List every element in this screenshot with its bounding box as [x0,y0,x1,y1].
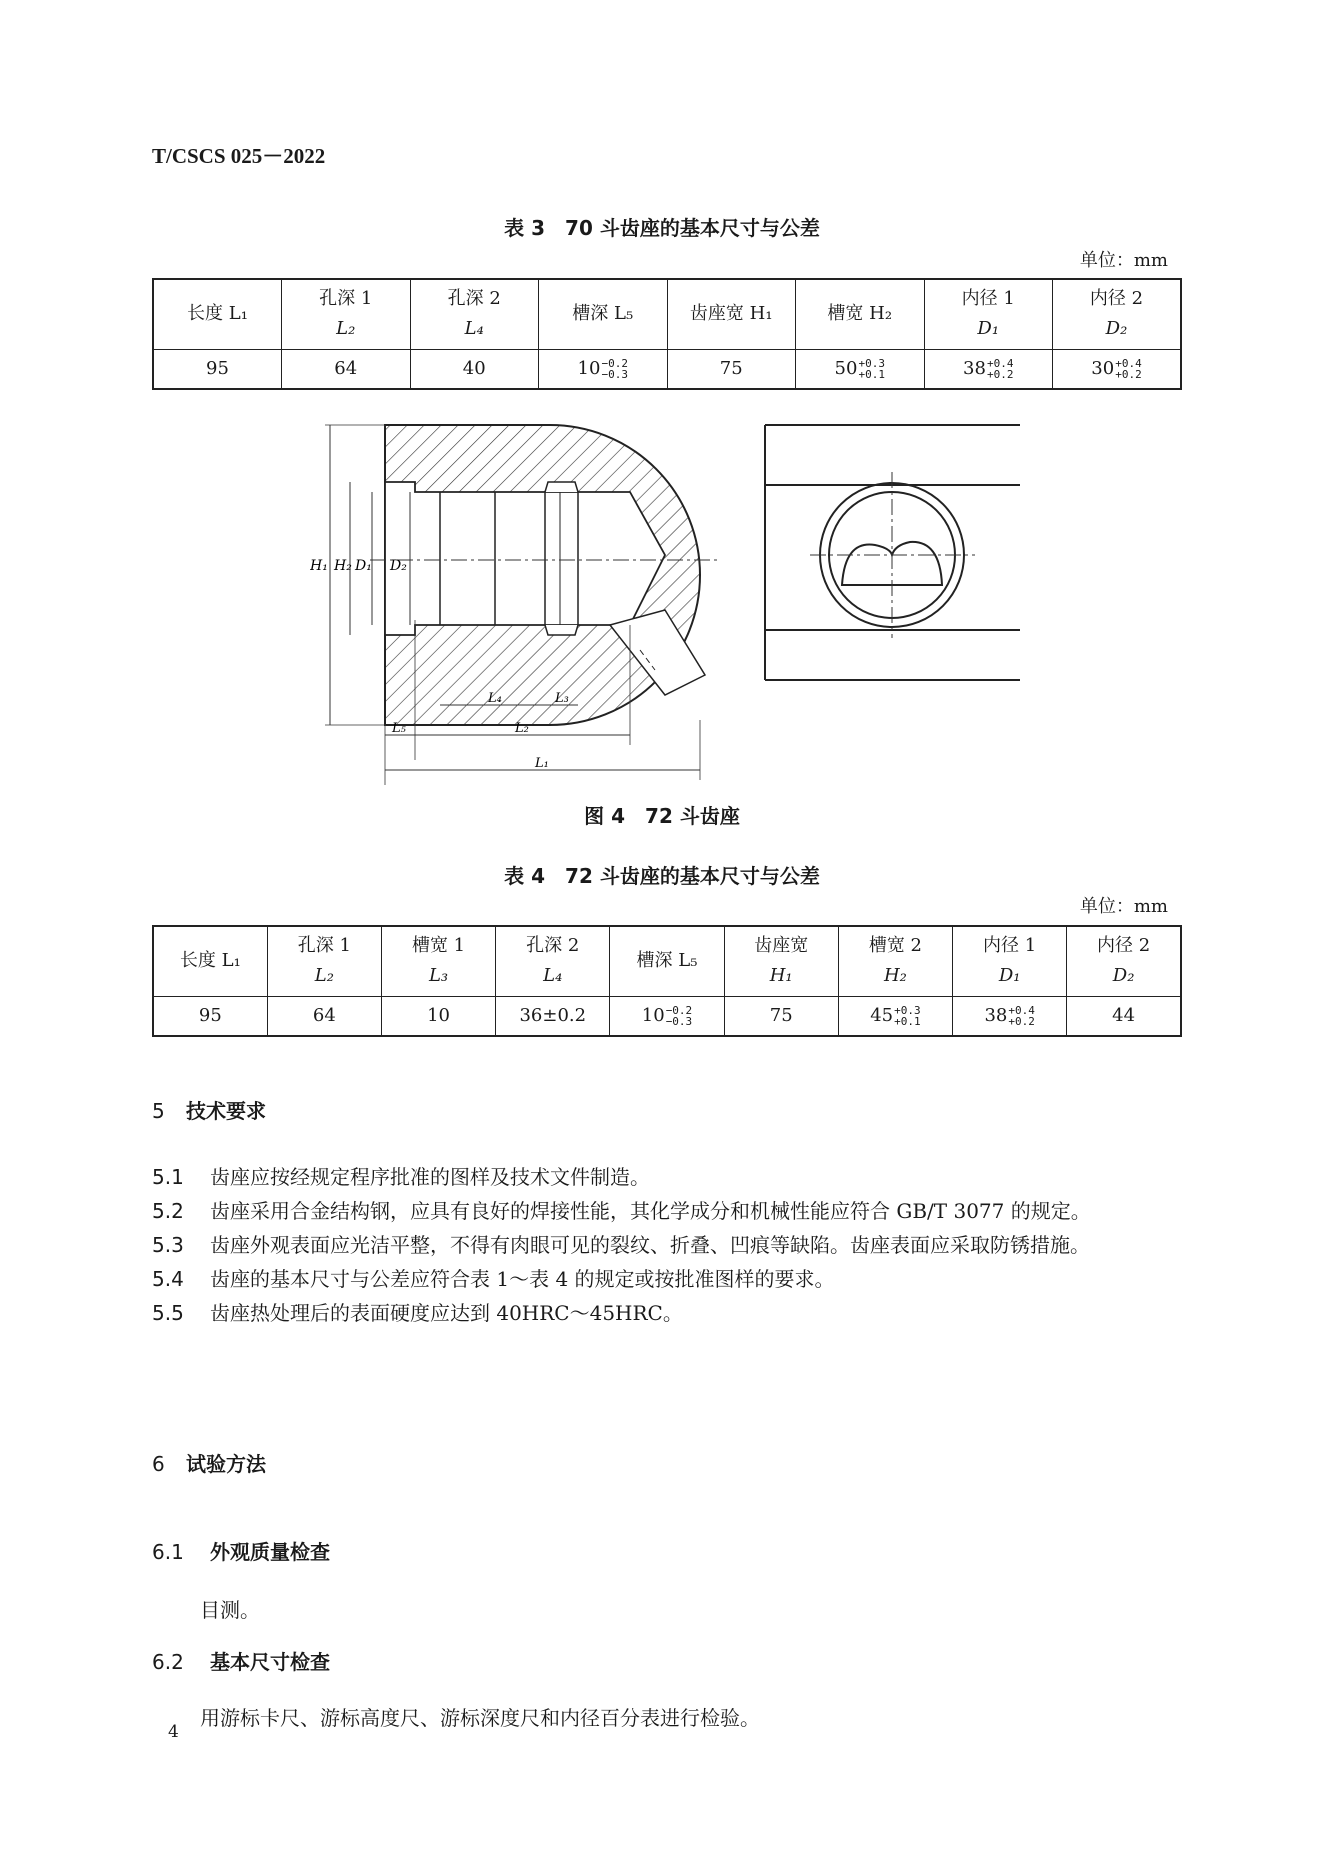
section6-heading [152,1448,266,1477]
table4-unit: 单位：mm [1079,896,1168,917]
page-number: 4 [168,1722,179,1742]
table3-unit: 单位：mm [1079,250,1168,271]
table3-value-cell: 64 [282,349,411,389]
tolerance: +0.3 +0.1 [894,1003,921,1028]
table4-value-cell: 64 [267,996,381,1036]
label-L3: L₃ [555,691,569,706]
end-view [765,425,1020,680]
table3-header-cell: 孔深 2 L₄ [410,279,539,349]
table3-value-cell: 10 −0.2 −0.3 [539,349,668,389]
tolerance: −0.2 −0.3 [601,356,628,381]
table3-value-cell: 50 +0.3 +0.1 [796,349,925,389]
table4-header-cell: 孔深 2 L₄ [496,926,610,996]
table3-header-cell: 内径 2 D₂ [1053,279,1182,349]
table4-caption: 表 4 72 斗齿座的基本尺寸与公差 [504,864,820,888]
table4-value-cell: 44 [1067,996,1181,1036]
table4-header-cell: 孔深 1 L₂ [267,926,381,996]
table4-header-cell: 齿座宽 H₁ [724,926,838,996]
table4-value-cell: 45 +0.3 +0.1 [838,996,952,1036]
table4-value-cell: 10 [381,996,495,1036]
table4 [152,925,1182,1037]
table4-value-cell: 10 −0.2 −0.3 [610,996,724,1036]
table4-header-cell: 槽宽 1 L₃ [381,926,495,996]
table4-value-cell: 75 [724,996,838,1036]
label-L2: L₂ [515,721,529,736]
table3-value-cell: 30 +0.4 +0.2 [1053,349,1182,389]
clause-5-1: 5.1 齿座应按经规定程序批准的图样及技术文件制造。 [152,1165,650,1189]
label-L4: L₄ [488,691,502,706]
section5-items [152,1160,1182,1330]
table3-value-cell: 40 [410,349,539,389]
label-D1: D₁ [355,558,372,574]
section5-title: 技术要求 [186,1099,266,1123]
table3-value-cell: 75 [667,349,796,389]
table4-header-cell: 槽深 L₅ [610,926,724,996]
section6-title: 试验方法 [186,1452,266,1476]
table4-header-cell: 内径 2 D₂ [1067,926,1181,996]
tolerance: +0.4 +0.2 [986,356,1014,381]
label-D2: D₂ [390,558,407,574]
clause-5-3: 5.3 齿座外观表面应光洁平整，不得有肉眼可见的裂纹、折叠、凹痕等缺陷。齿座表面应采取防锈措施。 [152,1233,1090,1257]
table3-header-cell: 槽深 L₅ [539,279,668,349]
section5-number: 5 [152,1099,165,1123]
table3-header-cell: 长度 L₁ [153,279,282,349]
label-L1: L₁ [535,756,549,771]
table4-value-row [153,996,1181,1036]
clause-5-2: 5.2 齿座采用合金结构钢，应具有良好的焊接性能，其化学成分和机械性能应符合 GB/T 3077 的规定。 [152,1199,1091,1223]
subsection-6-2-heading: 6.2 基本尺寸检查 [152,1650,330,1674]
table3-value-cell: 38 +0.4 +0.2 [924,349,1053,389]
table4-header-cell: 长度 L₁ [153,926,267,996]
table3-header-cell: 内径 1 D₁ [924,279,1053,349]
table3-value-row [153,349,1181,389]
table3-caption: 表 3 70 斗齿座的基本尺寸与公差 [504,216,820,240]
table4-value-cell: 95 [153,996,267,1036]
document-code: T/CSCS 025－2022 [152,144,326,168]
tolerance: +0.4 +0.2 [1008,1003,1035,1028]
table3-header-cell: 齿座宽 H₁ [667,279,796,349]
tolerance: +0.4 +0.2 [1115,356,1142,381]
table3-header-cell: 槽宽 H₂ [796,279,925,349]
table3-header-cell: 孔深 1 L₂ [282,279,411,349]
section6-number: 6 [152,1452,165,1476]
label-H2: H₂ [334,558,352,574]
table4-header-row [153,926,1181,996]
subsection-6-1-text: 目测。 [200,1598,260,1622]
section-view [310,425,720,785]
figure4-drawing [310,420,1030,790]
label-L5: L₅ [392,721,406,736]
clause-5-5: 5.5 齿座热处理后的表面硬度应达到 40HRC～45HRC。 [152,1301,683,1325]
table4-header-cell: 槽宽 2 H₂ [838,926,952,996]
clause-5-4: 5.4 齿座的基本尺寸与公差应符合表 1～表 4 的规定或按批准图样的要求。 [152,1267,835,1291]
table3-value-cell: 95 [153,349,282,389]
label-H1: H₁ [310,558,328,574]
subsection-6-2-text: 用游标卡尺、游标高度尺、游标深度尺和内径百分表进行检验。 [200,1706,760,1730]
section5-heading [152,1095,266,1124]
figure4-caption: 图 4 72 斗齿座 [584,804,740,828]
table4-value-cell: 38 +0.4 +0.2 [953,996,1067,1036]
tolerance: −0.2 −0.3 [665,1003,693,1028]
subsection-6-1-heading: 6.1 外观质量检查 [152,1540,330,1564]
tolerance: +0.3 +0.1 [858,356,885,381]
table3 [152,278,1182,390]
table4-value-cell: 36±0.2 [496,996,610,1036]
table4-header-cell: 内径 1 D₁ [953,926,1067,996]
table3-header-row [153,279,1181,349]
